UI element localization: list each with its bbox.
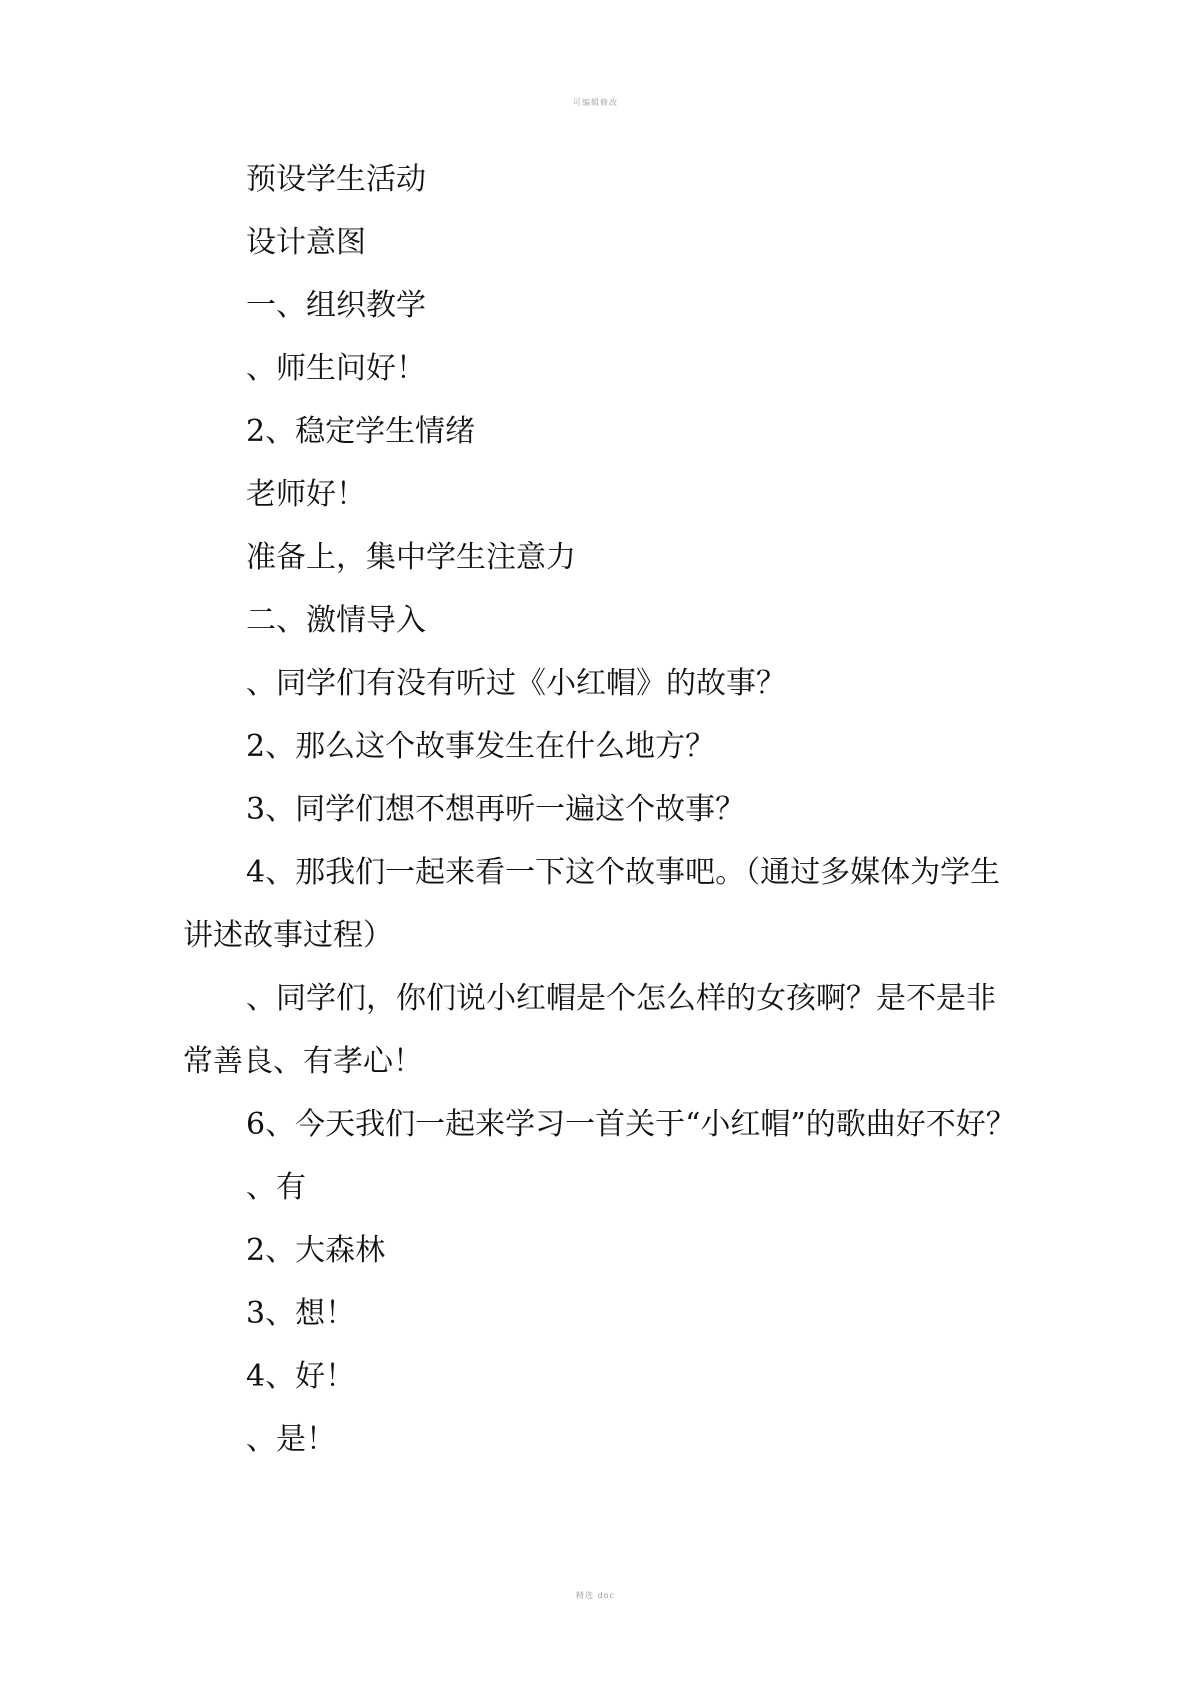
paragraph: 4、好！ [246, 1359, 356, 1394]
paragraph: 、有 [246, 1170, 306, 1205]
paragraph: 3、同学们想不想再听一遍这个故事？ [246, 792, 746, 827]
paragraph: 6、今天我们一起来学习一首关于“小红帽”的歌曲好不好？ [246, 1107, 1016, 1142]
paragraph: 2、那么这个故事发生在什么地方？ [246, 729, 716, 764]
paragraph: 一、组织教学 [246, 288, 426, 323]
paragraph: 、同学们，你们说小红帽是个怎么样的女孩啊？是不是非常善良、有孝心！ [183, 981, 996, 1079]
page-footer-note: 精选 doc [576, 1591, 615, 1600]
paragraph: 4、那我们一起来看一下这个故事吧。（通过多媒体为学生讲述故事过程） [183, 855, 1001, 953]
paragraph: 2、稳定学生情绪 [246, 414, 476, 449]
paragraph: 设计意图 [246, 225, 366, 260]
paragraph: 2、大森林 [246, 1233, 386, 1268]
paragraph: 、师生问好！ [246, 351, 426, 386]
paragraph: 老师好！ [246, 477, 366, 512]
page-header-note: 可编辑修改 [573, 98, 618, 107]
document-body [183, 148, 1018, 1471]
paragraph: 、是！ [246, 1422, 336, 1457]
paragraph: 二、激情导入 [246, 603, 426, 638]
paragraph: 预设学生活动 [246, 162, 426, 197]
paragraph: 3、想！ [246, 1296, 356, 1331]
paragraph: 、同学们有没有听过《小红帽》的故事？ [246, 666, 786, 701]
paragraph: 准备上，集中学生注意力 [246, 540, 576, 575]
